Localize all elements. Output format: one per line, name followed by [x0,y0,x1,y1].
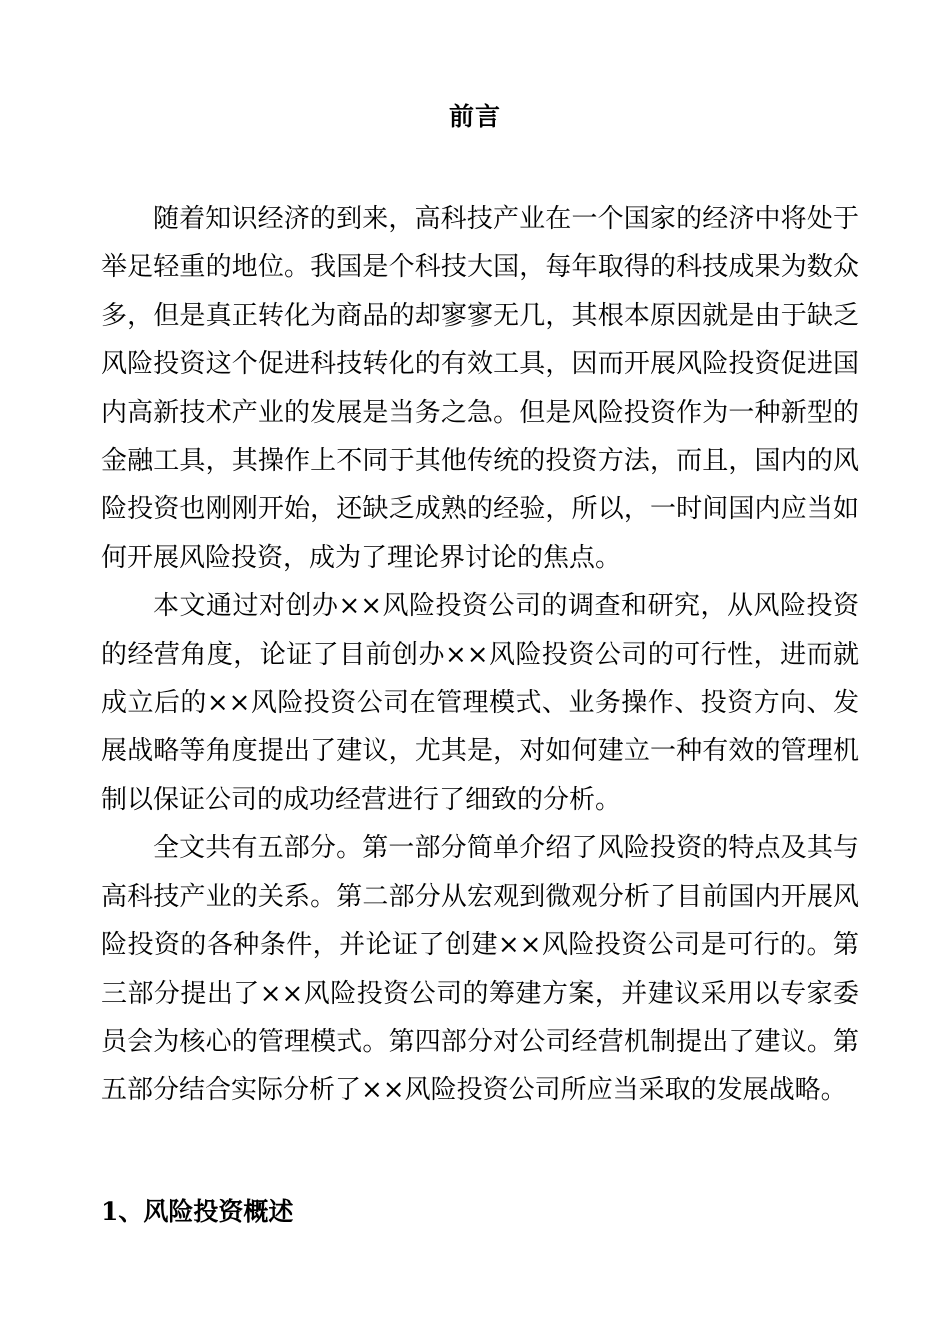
page-title: 前言 [448,102,501,131]
section-heading: 1、风险投资概述 [101,1197,294,1226]
paragraph-3: 全文共有五部分。第一部分简单介绍了风险投资的特点及其与高科技产业的关系。第二部分从宏观到微观分析了目前国内开展风险投资的各种条件，并论证了创建××风险投资公司是可行的。第三部分提出了××风险投资公司的筹建方案，并建议采用以专家委员会为核心的管理模式。第四部分对公司经营机制提出了建议。第五部分结合实际分析了××风险投资公司所应当采取的发展战略。 [101,833,859,1106]
preface-body [101,195,859,1115]
paragraph-1: 随着知识经济的到来，高科技产业在一个国家的经济中将处于举足轻重的地位。我国是个科技大国，每年取得的科技成果为数众多，但是真正转化为商品的却寥寥无几，其根本原因就是由于缺乏风险投资这个促进科技转化的有效工具，因而开展风险投资促进国内高新技术产业的发展是当务之急。但是风险投资作为一种新型的金融工具，其操作上不同于其他传统的投资方法，而且，国内的风险投资也刚刚开始，还缺乏成熟的经验，所以，一时间国内应当如何开展风险投资，成为了理论界讨论的焦点。 [101,204,859,573]
paragraph-2: 本文通过对创办××风险投资公司的调查和研究，从风险投资的经营角度，论证了目前创办××风险投资公司的可行性，进而就成立后的××风险投资公司在管理模式、业务操作、投资方向、发展战略等角度提出了建议，尤其是，对如何建立一种有效的管理机制以保证公司的成功经营进行了细致的分析。 [101,591,859,815]
